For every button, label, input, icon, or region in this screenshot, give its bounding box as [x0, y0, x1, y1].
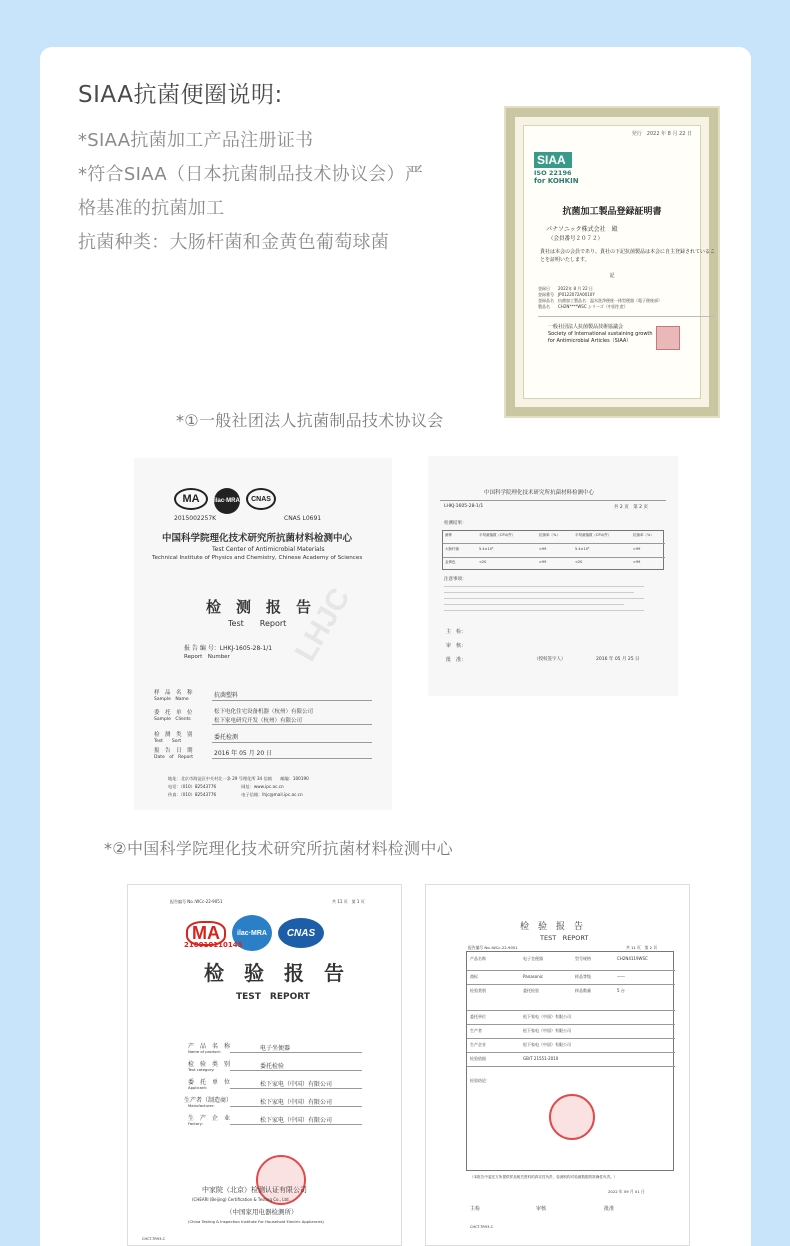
cma-logo: MA [186, 921, 226, 946]
table-cell: 5 台 [617, 988, 625, 993]
org-name-en-2: Technical Institute of Physics and Chemistry, Chinese Academy of Sciences [152, 555, 363, 561]
footer-phone: 电话：（010）82543776 网址：www.ipc.ac.cn [168, 784, 284, 789]
red-seal-stamp [549, 1094, 595, 1140]
table-cell: 检验类别 [470, 988, 486, 993]
table-cell: GB/T 21551-2010 [523, 1056, 559, 1061]
results-section-label: 检测结果： [444, 521, 467, 526]
doc4-heading: 检 验 报 告 [520, 922, 584, 932]
doc3-org2-en: (China Testing & Inspection Institute For Household Electric Appliances) [188, 1219, 324, 1224]
doc4-page: 共 11 页 第 2 页 [626, 945, 658, 950]
table-cell: 5.4×10⁵ [479, 547, 494, 551]
cheari-report-page-image [425, 884, 690, 1246]
field-label: 检 测 类 别 [154, 732, 193, 738]
report-number-en: Report Number [184, 654, 230, 660]
field-label: 生产者（制造商） [184, 1097, 233, 1104]
table-rule [443, 543, 665, 544]
cert-issue-date: 発行 2022 年 8 月 22 日 [631, 131, 692, 137]
field-value: 委托检测 [214, 734, 239, 741]
table-cell: —— [617, 974, 625, 979]
table-cell: 生产者 [470, 1028, 482, 1033]
table-cell: 松下家电（中国）有限公司 [523, 1028, 571, 1033]
field-value: 松下家电（中国）有限公司 [260, 1099, 333, 1106]
doc4-report-number: 报告编号 No.:WCc-22-9051 [468, 945, 518, 950]
table-cell: 菌种 [445, 533, 452, 537]
doc4-sig-inspector: 主检 [470, 1206, 481, 1212]
cert-table-line: 登録品名 抗菌加工製品名：温水洗浄便座一体型便器（電子便座部） [538, 298, 662, 303]
header-rule [440, 500, 666, 501]
doc4-date: 2022 年 09 月 01 日 [608, 1189, 645, 1194]
signature-approver: 批 准： [446, 657, 467, 663]
doc3-org-en: (CHEARI (Beijing) Certification & Testing Co., Ltd. [192, 1197, 290, 1202]
results-header: 中国科学院理化技术研究所抗菌材料检测中心 [484, 490, 595, 496]
table-cell: 型号规格 [575, 956, 591, 961]
table-cell: 样品数量 [575, 988, 591, 993]
doc4-table [466, 951, 674, 1171]
org-name-en-1: Test Center of Antimicrobial Materials [212, 546, 325, 553]
field-label-en: Test category: [188, 1067, 215, 1072]
table-cell: >99 [539, 560, 547, 564]
cnas-logo: CNAS [278, 918, 324, 948]
table-rule [443, 557, 665, 558]
results-page-number: 共 2 页 第 2 页 [614, 505, 648, 510]
accreditation-logos [174, 488, 276, 514]
underline [212, 724, 372, 725]
table-cell: 抗菌率（%） [539, 533, 560, 537]
certificate-inner [523, 125, 716, 399]
results-report-number: LHKJ-1605-28-1/1 [444, 504, 484, 509]
siaa-logo-text: SIAA [534, 152, 572, 168]
note-line [444, 592, 634, 593]
cert-association [548, 324, 653, 345]
table-cell: 金黄色 [445, 560, 456, 564]
cma-code: 2015002257K [174, 515, 217, 522]
red-seal-stamp [656, 326, 680, 350]
doc3-footer: CHCT-TR93-C [142, 1237, 166, 1241]
doc4-footer: CHCT-TR93-C [470, 1225, 494, 1229]
table-cell: >99 [633, 560, 641, 564]
field-value: 电子坐便器 [260, 1045, 291, 1052]
underline [230, 1070, 362, 1071]
report-heading: 检 测 报 告 [206, 598, 312, 616]
divider [538, 316, 714, 317]
note-line [444, 598, 644, 599]
table-rule [467, 984, 675, 985]
table-cell: 样品等级 [575, 974, 591, 979]
section-title: SIAA抗菌便圈说明: [78, 82, 283, 108]
table-cell: 委托检验 [523, 988, 539, 993]
org-name-cn: 中国科学院理化技术研究所抗菌材料检测中心 [162, 533, 353, 544]
siaa-logo-iso: ISO 22196 [534, 169, 572, 177]
field-label: 产 品 名 称 [188, 1043, 231, 1050]
cma-code: 210010110145 [184, 941, 243, 949]
report-number: 报 告 编 号：LHKJ-1605-28-1/1 [184, 645, 273, 652]
cert-table-line: 製品名 CH2N****WSC シリーズ（中国生産） [538, 304, 628, 309]
conclusion-label: 检验结论： [470, 1078, 490, 1083]
ilac-mra-logo: ilac·MRA [214, 488, 240, 514]
cert-table-line: 登録番号 JP0122072A0010Y [538, 292, 595, 297]
doc3-report-number: 报告编号 No.:WCc-22-9051 [170, 899, 223, 904]
cert-company: パナソニック株式会社 殿 [546, 226, 618, 233]
caption-1: *①一般社团法人抗菌制品技术协议会 [176, 411, 444, 430]
table-rule [467, 970, 675, 971]
doc4-sig-approver: 批准 [604, 1206, 615, 1212]
table-cell: <20 [479, 560, 487, 564]
field-label: 委 托 单 位 [188, 1079, 231, 1086]
table-cell: 大肠杆菌 [445, 547, 459, 551]
field-label-en: Applicant: [188, 1085, 208, 1090]
table-cell: 5.4×10⁵ [575, 547, 590, 551]
field-label-en: Sample Clients [154, 717, 191, 722]
assoc-en-1: Society of International sustaining growth [548, 331, 653, 337]
watermark: LHJC [288, 582, 357, 667]
table-cell: 检验依据 [470, 1056, 486, 1061]
signature-note: （授权签字人） [534, 657, 566, 662]
field-value: 委托检验 [260, 1063, 285, 1070]
table-cell: 产品名称 [470, 956, 486, 961]
underline [212, 758, 372, 759]
field-value: 抗菌塑料 [214, 692, 239, 699]
cert-table [538, 286, 714, 310]
field-label-en: Factory: [188, 1121, 203, 1126]
underline [212, 700, 372, 701]
table-rule [467, 1038, 675, 1039]
doc4-sig-reviewer: 审核 [536, 1206, 547, 1212]
doc4-heading-en: TEST REPORT [540, 934, 589, 942]
cas-report-results-image [428, 456, 678, 696]
siaa-logo-for: for KOHKIN [534, 177, 579, 185]
assoc-en-2: for Antimicrobial Articles（SIAA） [548, 338, 632, 344]
signature-inspector: 主 检： [446, 629, 467, 635]
cnas-code: CNAS L0691 [284, 515, 322, 522]
description-line: *SIAA抗菌加工产品注册证书 [78, 130, 314, 151]
notes-label: 注意事项： [444, 577, 467, 582]
doc3-heading: 检 验 报 告 [204, 961, 344, 985]
footer-address: 地址：北京市海淀区中关村北一条 29 号理化所 34 信箱 邮编：100190 [168, 776, 309, 781]
cnas-logo: CNAS [246, 488, 276, 510]
report-heading-en: Test Report [228, 619, 287, 628]
field-label-en: Manufacturer: [188, 1103, 215, 1108]
note-line [444, 604, 624, 605]
field-label-en: Sample Name [154, 697, 189, 702]
table-cell: 生产企业 [470, 1042, 486, 1047]
results-table [442, 530, 664, 570]
field-label-en: Test Sort [154, 739, 182, 744]
underline [230, 1124, 362, 1125]
field-value: 松下家电（中国）有限公司 [260, 1117, 333, 1124]
cas-report-cover-image [134, 458, 392, 810]
signature-reviewer: 审 核： [446, 643, 467, 649]
cheari-report-cover-image [127, 884, 402, 1246]
table-cell: Panasonic [523, 974, 544, 979]
doc3-page: 共 11 页 第 1 页 [332, 899, 365, 904]
field-value: 2016 年 05 月 20 日 [214, 750, 273, 757]
table-cell: <20 [575, 560, 583, 564]
siaa-logo [534, 152, 596, 196]
cert-member-number: （会員番号２０７２） [548, 236, 604, 242]
field-value: 松下家电（中国）有限公司 [260, 1081, 333, 1088]
underline [230, 1088, 362, 1089]
doc3-org: 中家院（北京）检测认证有限公司 [202, 1186, 307, 1194]
table-cell: 商标 [470, 974, 478, 979]
ilac-mra-logo: ilac·MRA [232, 915, 272, 951]
table-rule [467, 1052, 675, 1053]
assoc-name: 一般社団法人抗菌製品技術協議会 [548, 324, 624, 330]
table-cell: 委托单位 [470, 1014, 486, 1019]
field-label: 检 验 类 别 [188, 1061, 231, 1068]
table-cell: 平均菌落数（CFU/件） [479, 533, 516, 537]
description-block [78, 124, 498, 260]
table-cell: CH2N4119WSC [617, 956, 648, 961]
table-cell: 平均菌落数（CFU/件） [575, 533, 612, 537]
underline [230, 1106, 362, 1107]
table-rule [467, 1010, 675, 1011]
table-cell: >99 [633, 547, 641, 551]
field-label: 委 托 单 位 [154, 710, 193, 716]
results-date: 2016 年 05 月 25 日 [596, 657, 640, 662]
note-line [444, 586, 644, 587]
note-line [444, 610, 644, 611]
table-rule [467, 1024, 675, 1025]
field-label: 样 品 名 称 [154, 690, 193, 696]
cert-body-text: 貴社は本会の会員であり、貴社の下記抗菌製品は本会に自主登録されていることを証明いたします。 [540, 249, 716, 263]
field-value: 松下家电研究开发（杭州）有限公司 [214, 718, 303, 724]
underline [230, 1052, 362, 1053]
cert-ki: 記 [609, 273, 615, 279]
table-cell: >99 [539, 547, 547, 551]
doc3-heading-en: TEST REPORT [236, 992, 310, 1002]
table-rule [467, 1066, 675, 1067]
table-cell: 松下家电（中国）有限公司 [523, 1042, 571, 1047]
siaa-certificate-image [506, 108, 718, 416]
cma-logo: MA [174, 488, 208, 510]
cert-table-line: 登録日 2022年 8 月 22 日 [538, 286, 593, 291]
table-cell: 松下家电（中国）有限公司 [523, 1014, 571, 1019]
field-label-en: Name of product: [188, 1049, 222, 1054]
table-cell: 抗菌率（%） [633, 533, 654, 537]
footer-fax: 传真：（010）82543776 电子信箱：lhjc@mail.ipc.ac.cn [168, 792, 303, 797]
field-value: 松下电化住宅设备机器（杭州）有限公司 [214, 709, 314, 715]
cert-title: 抗菌加工製品登録証明書 [562, 207, 662, 217]
doc4-statement: （本报告中委托方所提供样品相关资料的真实性负责，检测机构对检测数据的准确性负责。） [470, 1175, 618, 1179]
field-label-en: Date of Report [154, 755, 194, 760]
description-line: 抗菌种类：大肠杆菌和金黄色葡萄球菌 [78, 232, 390, 253]
description-line: 格基准的抗菌加工 [78, 198, 225, 219]
description-line: *符合SIAA（日本抗菌制品技术协议会）严 [78, 164, 424, 185]
field-label: 报 告 日 期 [154, 748, 193, 754]
underline [212, 742, 372, 743]
caption-2: *②中国科学院理化技术研究所抗菌材料检测中心 [104, 839, 453, 858]
field-label: 生 产 企 业 [188, 1115, 231, 1122]
table-cell: 电子坐便器 [523, 956, 543, 961]
doc3-org2: （中国家用电器检测所） [226, 1208, 298, 1216]
